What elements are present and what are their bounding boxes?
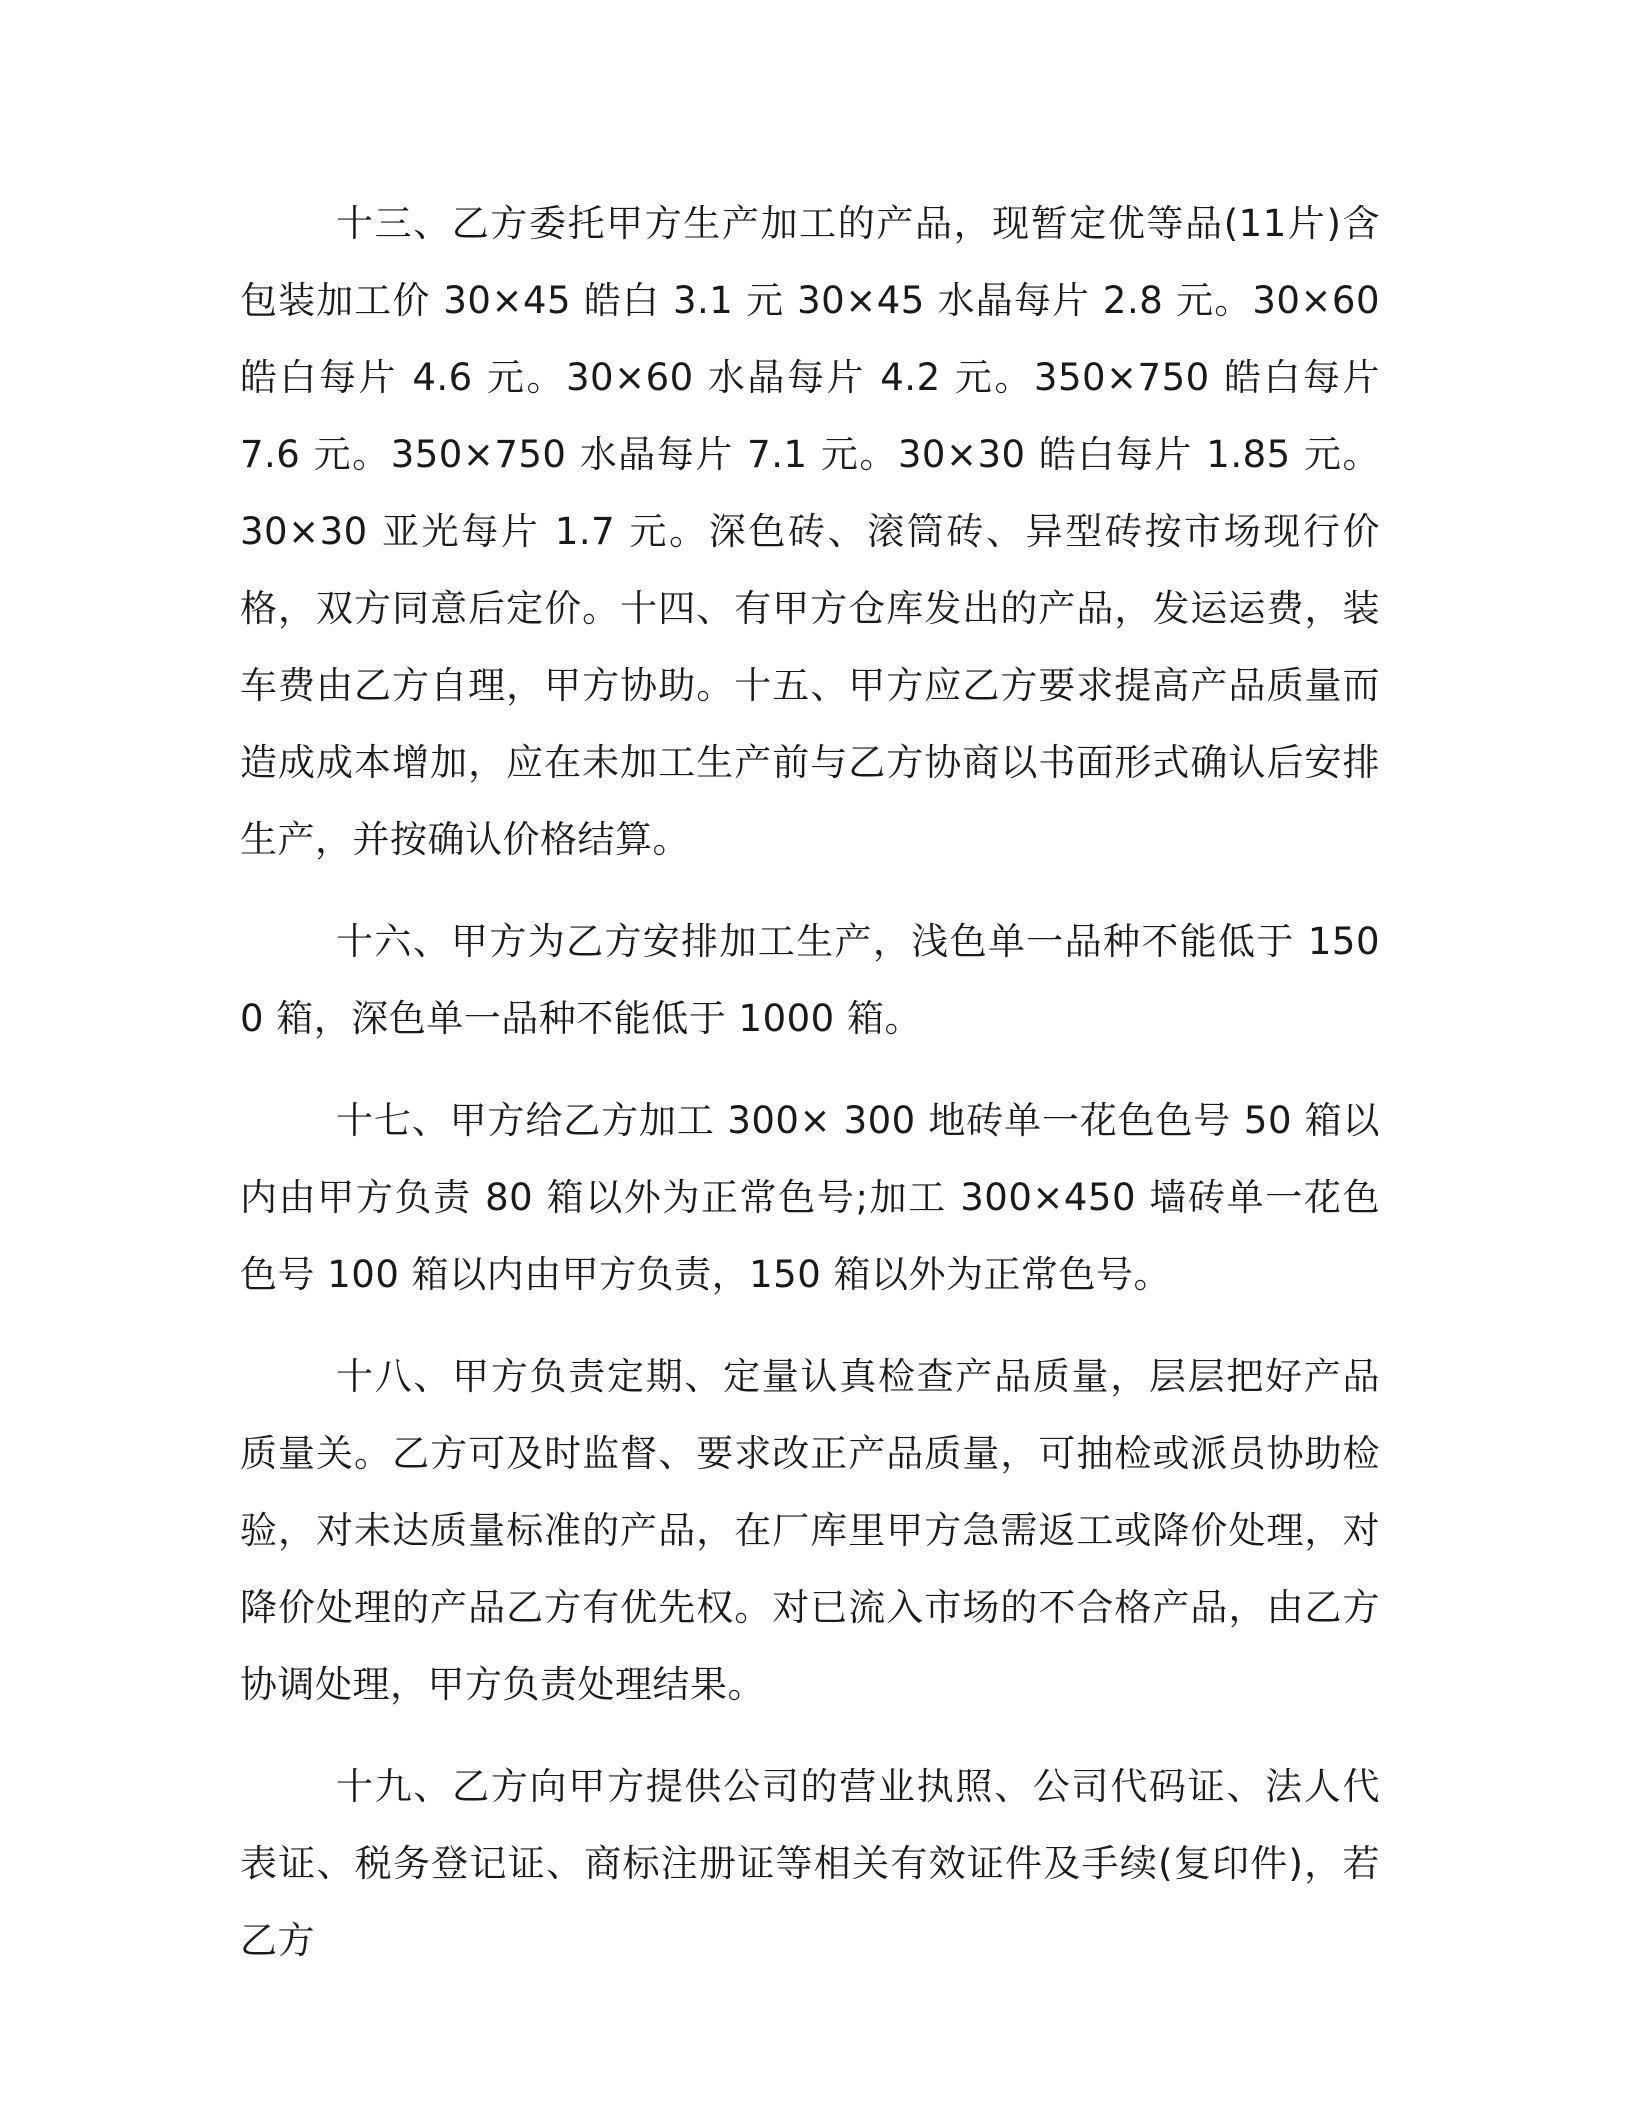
paragraph-16: 十六、甲方为乙方安排加工生产，浅色单一品种不能低于 1500 箱，深色单一品种不能低于 1000 箱。 (240, 920, 1380, 1040)
paragraph-17: 十七、甲方给乙方加工 300× 300 地砖单一花色色号 50 箱以内由甲方负责 80 箱以外为正常色号;加工 300×450 墙砖单一花色色号 100 箱以内由甲方负责，150 箱以外为正常色号。 (240, 1099, 1380, 1296)
paragraph-19: 十九、乙方向甲方提供公司的营业执照、公司代码证、法人代表证、税务登记证、商标注册证等相关有效证件及手续(复印件)，若乙方 (240, 1765, 1380, 1962)
document-body (240, 185, 1380, 2004)
paragraph-18: 十八、甲方负责定期、定量认真检查产品质量，层层把好产品质量关。乙方可及时监督、要求改正产品质量，可抽检或派员协助检验，对未达质量标准的产品，在厂库里甲方急需返工或降价处理，对降价处理的产品乙方有优先权。对已流入市场的不合格产品，由乙方协调处理，甲方负责处理结果。 (240, 1355, 1380, 1706)
paragraph-13-15: 十三、乙方委托甲方生产加工的产品，现暂定优等品(11片)含包装加工价 30×45 皓白 3.1 元 30×45 水晶每片 2.8 元。30×60 皓白每片 4.6 元。30×60 水晶每片 4.2 元。350×750 皓白每片 7.6 元。350×750 水晶每片 7.1 元。30×30 皓白每片 1.85 元。30×30 亚光每片 1.7 元。深色砖、滚筒砖、异型砖按市场现行价格，双方同意后定价。十四、有甲方仓库发出的产品，发运运费，装车费由乙方自理，甲方协助。十五、甲方应乙方要求提高产品质量而造成成本增加，应在未加工生产前与乙方协商以书面形式确认后安排生产，并按确认价格结算。 (240, 202, 1380, 861)
